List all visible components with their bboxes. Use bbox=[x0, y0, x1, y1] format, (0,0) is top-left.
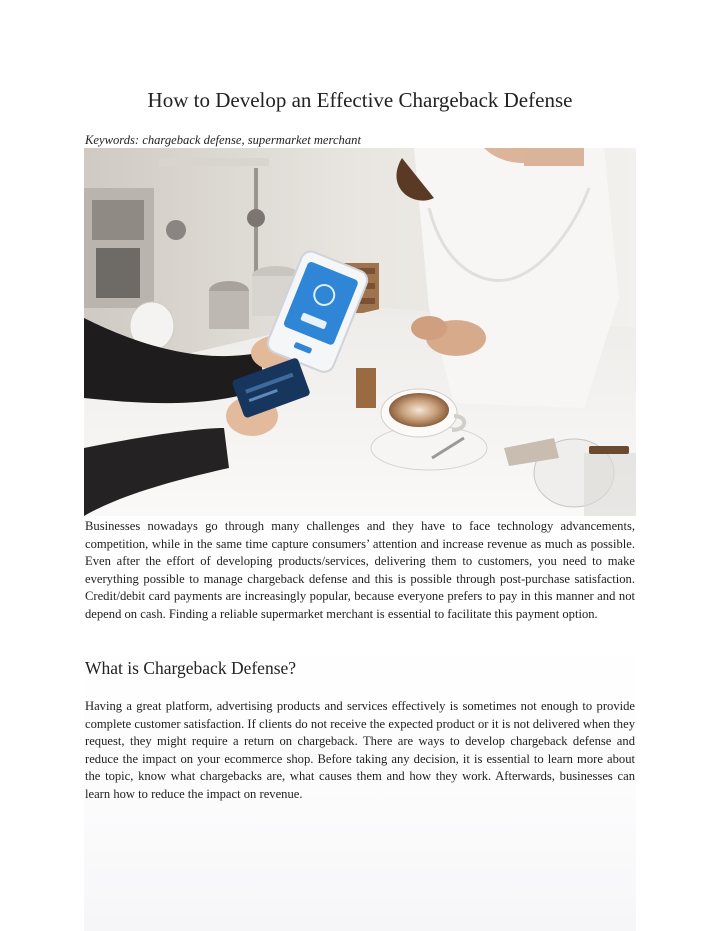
section-heading: What is Chargeback Defense? bbox=[85, 658, 297, 678]
keywords-line: Keywords: chargeback defense, supermarket merchant bbox=[85, 133, 361, 147]
section-paragraph: Having a great platform, advertising products and services effectively is sometimes not enough to provide complete customer satisfaction. If clients do not receive the expected product or it is not delivered when they request, they might require a return on chargeback. There are ways to develop chargeback defense and reduce the impact on your ecommerce shop. Before taking any decision, it is essential to learn more about the topic, know what chargebacks are, what causes them and how they work. Afterwards, businesses can learn how to reduce the impact on revenue. bbox=[85, 699, 635, 801]
document-title: How to Develop an Effective Chargeback Defense bbox=[147, 88, 573, 112]
photo-illustration bbox=[84, 148, 636, 516]
intro-paragraph: Businesses nowadays go through many challenges and they have to face technology advancements, competition, while in the same time capture consumers’ attention and increase revenue as much as possible. Even after the effort of developing products/services, delivering them to customers, you need to make everything possible to manage chargeback defense and this is possible through post-purchase satisfaction. Credit/debit card payments are increasingly popular, because everyone prefers to pay in this manner and not depend on cash. Finding a reliable supermarket merchant is essential to facilitate this payment option. bbox=[85, 519, 635, 621]
card-payment-photo bbox=[84, 148, 636, 516]
